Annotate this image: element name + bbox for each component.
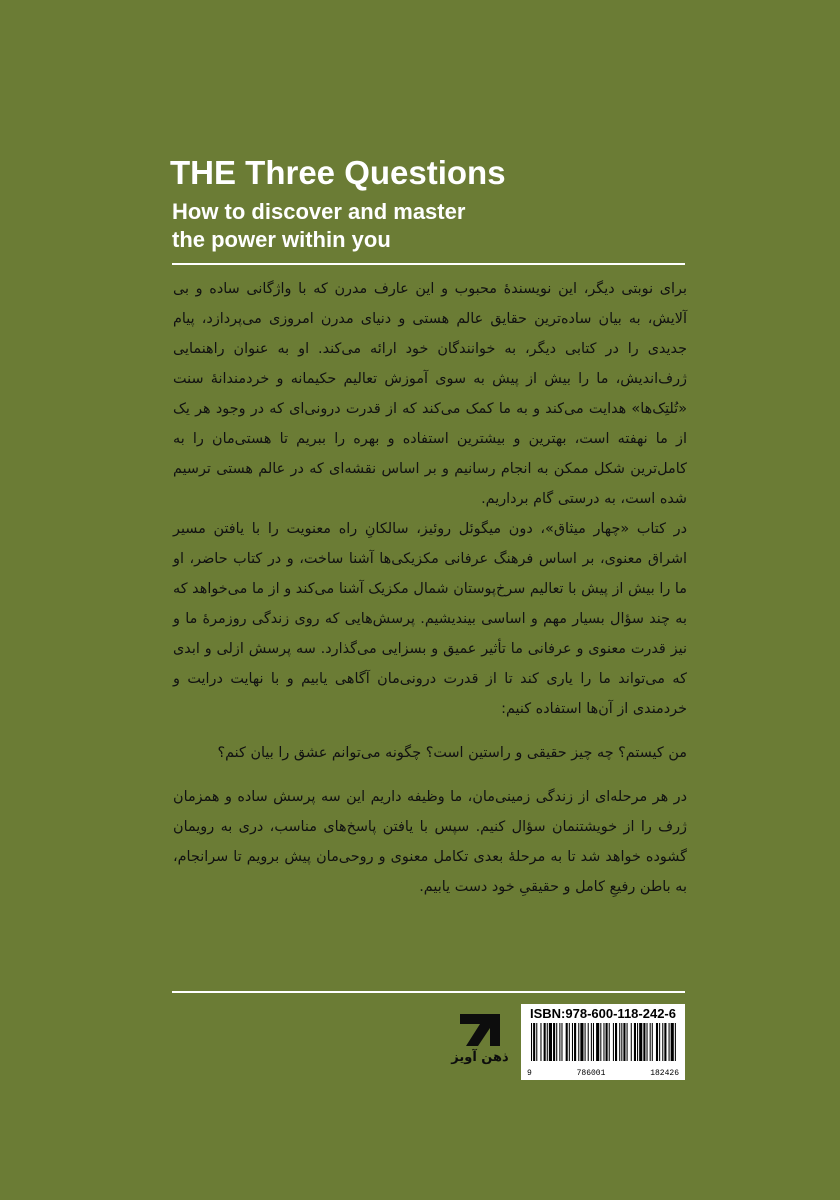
barcode-digits (525, 1070, 681, 1078)
barcode-bar (544, 1023, 546, 1061)
book-title: THE Three Questions (170, 154, 506, 191)
barcode-bar (671, 1023, 674, 1061)
barcode-digit-left: 9 (527, 1069, 532, 1078)
barcode-bar (664, 1023, 666, 1061)
book-subtitle-line-1: How to discover and master (172, 199, 466, 224)
barcode-bar (547, 1023, 548, 1061)
barcode-bar (619, 1023, 620, 1061)
barcode-bar (533, 1023, 535, 1061)
top-divider (172, 263, 685, 265)
barcode-bar (643, 1023, 645, 1061)
barcode-bar (531, 1023, 532, 1061)
blurb-paragraph-1: برای نوبتی دیگر، این نویسندهٔ محبوب و این عارف مدرن که با واژگانی ساده و بی آلایش، به بیان ساده‌ترین حقایق عالم هستی و دنیای مدرن امروزی می‌پردازد، پیام جدیدی را در کتابی دیگر، به خوانندگان خود ارائه می‌کند. او به عنوان راهنمایی ژرف‌اندیش، ما را بیش از پیش به سوی آموزش تعالیم حکیمانه و خردمندانهٔ سنت «تُلتِک‌ها» هدایت می‌کند و به ما کمک می‌کند که از قدرت درونی‌ای که در وجود هر یک از ما نهفته است، بهترین و بیشترین استفاده و بهره را ببریم تا هستی‌مان را به کامل‌ترین شکل ممکن به انجام رسانیم و بر اساس نقشه‌ای که در عالم هستی ترسیم شده است، به درستی گام برداریم. (173, 281, 687, 507)
barcode-bar (588, 1023, 589, 1061)
barcode-bar (553, 1023, 555, 1061)
barcode-bar (596, 1023, 599, 1061)
barcode-bar (675, 1023, 676, 1061)
barcode-bar (623, 1023, 625, 1061)
barcode-bar (647, 1023, 648, 1061)
barcode-bar (613, 1023, 614, 1061)
barcode-bar (615, 1023, 617, 1061)
barcode-bar (606, 1023, 608, 1061)
barcode-bar (603, 1023, 604, 1061)
barcode-bar (572, 1023, 573, 1061)
barcode-bar (585, 1023, 586, 1061)
title-block (170, 152, 690, 252)
barcode-bar (650, 1023, 651, 1061)
barcode-bar (566, 1023, 568, 1061)
blurb-paragraph-3: در هر مرحله‌ای از زندگی زمینی‌مان، ما وظیفه داریم این سه پرسش ساده و همزمان ژرف را از خویشتنمان سؤال کنیم. سپس با یافتن پاسخ‌های مناسب، دری به رویمان گشوده خواهد شد تا به مرحلهٔ بعدی تکامل معنوی و روحی‌مان پیش برویم تا سرانجام، به باطن رفیعِ کامل و حقیقیِ خود دست یابیم. (173, 789, 687, 895)
barcode-bar (669, 1023, 670, 1061)
bottom-divider (172, 991, 685, 993)
isbn-label: ISBN:978-600-118-242-6 (530, 1006, 676, 1021)
barcode-bar (634, 1023, 636, 1061)
barcode-bar (559, 1023, 560, 1061)
blurb-paragraph-2: در کتاب «چهار میثاق»، دون میگوئل روئیز، سالکانِ راه معنویت را با یافتن مسیر اشراق معنوی، بر اساس فرهنگ عرفانی مکزیکی‌ها آشنا ساخت، و در کتاب حاضر، او ما را بیش از پیش با تعالیم سرخ‌پوستان شمال مکزیک آشنا می‌کند و از ما می‌خواهد که به چند سؤال بسیار مهم و اساسی بیندیشیم. پرسش‌هایی که روی زندگی روزمرهٔ ما و نیز قدرت معنوی و عرفانی ما تأثیر عمیق و بسزایی می‌گذارد. سه پرسش ازلی و ابدی که می‌تواند ما را یاری کند تا از قدرت درونی‌مان آگاهی یابیم و با نهایت درایت و خردمندی از آن‌ها استفاده کنیم: (173, 521, 687, 717)
barcode-bar (540, 1023, 541, 1061)
barcode-digits-mid: 786001 (576, 1069, 606, 1078)
barcode-bar (556, 1023, 557, 1061)
barcode-bar (656, 1023, 658, 1061)
barcode-bar (631, 1023, 632, 1061)
barcode-bar (536, 1023, 537, 1061)
three-questions: من کیستم؟ چه چیز حقیقی و راستین است؟ چگونه می‌توانم عشق را بیان کنم؟ (217, 745, 687, 761)
barcode-bar (609, 1023, 610, 1061)
barcode-bar (549, 1023, 552, 1061)
barcode-bar (627, 1023, 628, 1061)
barcode-bar (659, 1023, 660, 1061)
isbn-barcode (521, 1004, 685, 1080)
barcode-bars (525, 1023, 681, 1069)
barcode-bar (580, 1023, 583, 1061)
book-subtitle-line-2: the power within you (172, 227, 391, 252)
publisher-name: ذهن آویز (451, 1050, 509, 1065)
barcode-bar (569, 1023, 570, 1061)
barcode-bar (574, 1023, 576, 1061)
barcode-bar (591, 1023, 592, 1061)
barcode-bar (662, 1023, 663, 1061)
barcode-bar (561, 1023, 562, 1061)
barcode-bar (637, 1023, 638, 1061)
barcode-bar (578, 1023, 579, 1061)
publisher-logo-icon (452, 1010, 508, 1078)
barcode-bar (639, 1023, 642, 1061)
barcode-bar (621, 1023, 622, 1061)
barcode-bar (600, 1023, 601, 1061)
barcode-bar (652, 1023, 653, 1061)
barcode-digits-right: 182426 (650, 1069, 679, 1078)
back-cover-blurb (173, 274, 687, 902)
barcode-bar (593, 1023, 594, 1061)
